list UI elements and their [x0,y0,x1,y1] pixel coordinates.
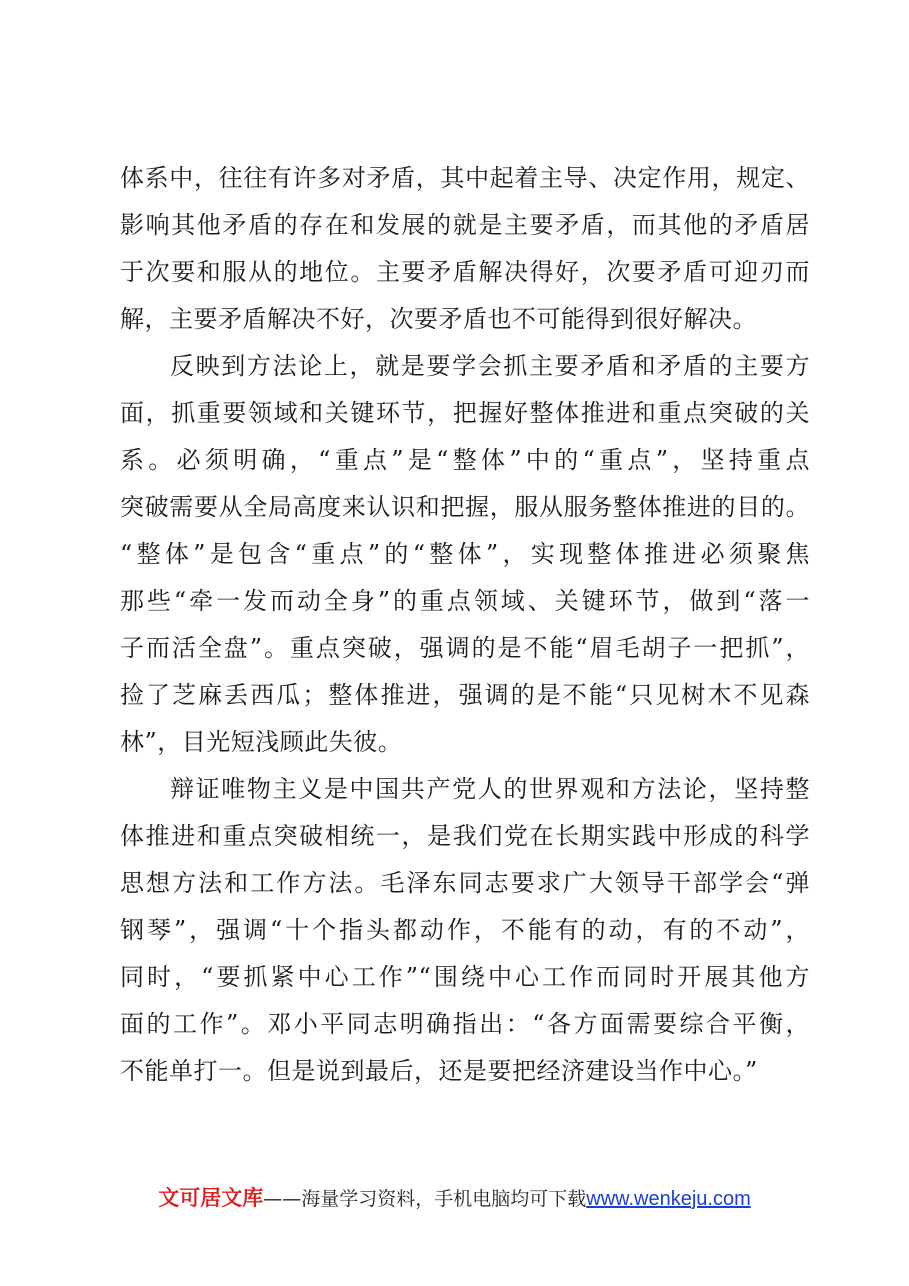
website-link[interactable]: www.wenkeju.com [586,1188,751,1210]
footer-dash: —— [263,1188,302,1210]
text-line: 影响其他矛盾的存在和发展的就是主要矛盾，而其他的矛盾居 [120,211,810,239]
text-line: 子而活全盘”。重点突破，强调的是不能“眉毛胡子一把抓”， [120,634,810,662]
text-line: 系。必须明确，“重点”是“整体”中的“重点”，坚持重点 [120,446,810,474]
text-line: 林”，目光短浅顾此失彼。 [120,728,403,756]
footer-banner [0,1182,909,1212]
text-line: 反映到方法论上，就是要学会抓主要矛盾和矛盾的主要方 [170,352,810,380]
text-line: 面，抓重要领域和关键环节，把握好整体推进和重点突破的关 [120,399,810,427]
text-line: 辩证唯物主义是中国共产党人的世界观和方法论，坚持整 [170,775,810,803]
footer-tagline: 海量学习资料，手机电脑均可下载 [301,1188,587,1210]
text-line: 思想方法和工作方法。毛泽东同志要求广大领导干部学会“弹 [120,869,810,897]
text-line: 于次要和服从的地位。主要矛盾解决得好，次要矛盾可迎刃而 [120,258,810,286]
text-line: 突破需要从全局高度来认识和把握，服从服务整体推进的目的。 [120,493,810,521]
text-line: 不能单打一。但是说到最后，还是要把经济建设当作中心。” [120,1057,758,1085]
text-line: 体系中，往往有许多对矛盾，其中起着主导、决定作用，规定、 [120,164,810,192]
text-line: 解，主要矛盾解决不好，次要矛盾也不可能得到很好解决。 [120,305,757,333]
text-line: 钢琴”，强调“十个指头都动作，不能有的动，有的不动”， [120,916,810,944]
text-line: 捡了芝麻丢西瓜；整体推进，强调的是不能“只见树木不见森 [120,681,810,709]
text-line: 同时，“要抓紧中心工作”“围绕中心工作而同时开展其他方 [120,963,810,991]
text-line: “整体”是包含“重点”的“整体”，实现整体推进必须聚焦 [120,540,810,568]
text-line: 体推进和重点突破相统一，是我们党在长期实践中形成的科学 [120,822,810,850]
text-line: 面的工作”。邓小平同志明确指出：“各方面需要综合平衡， [120,1010,810,1038]
document-body [120,155,810,1095]
text-line: 那些“牵一发而动全身”的重点领域、关键环节，做到“落一 [120,587,810,615]
brand-name: 文可居文库 [158,1186,264,1210]
